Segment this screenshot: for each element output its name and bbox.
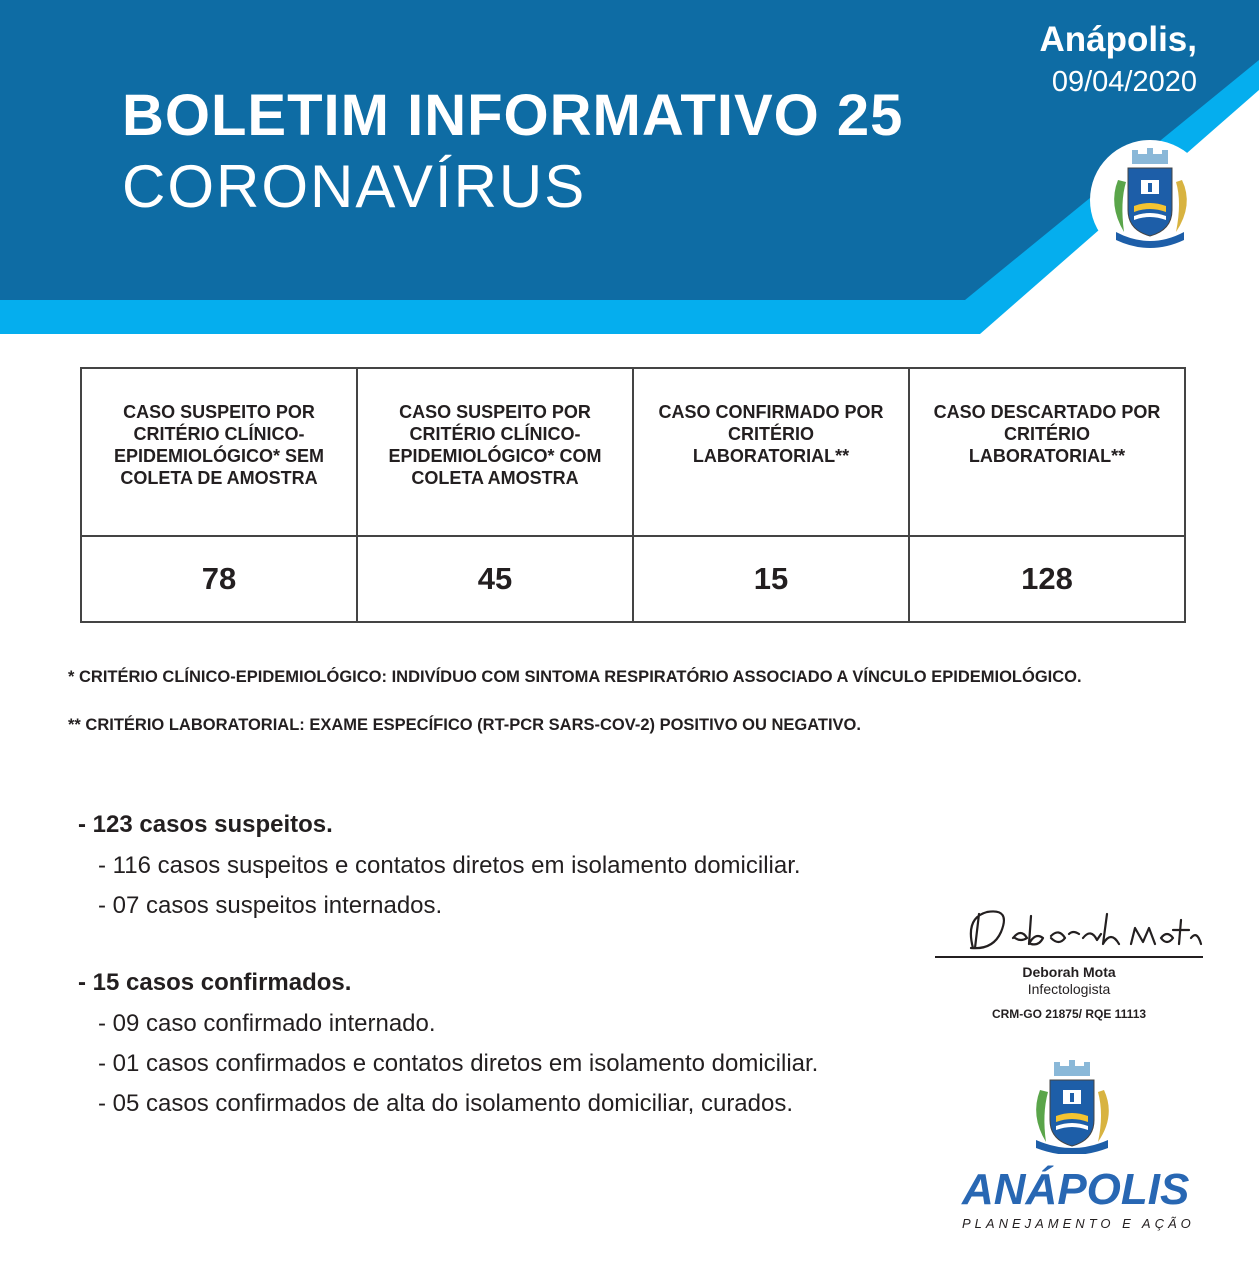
cases-table <box>80 367 1186 623</box>
doctor-role: Infectologista <box>1027 981 1111 997</box>
table-header-row <box>81 368 1185 536</box>
cases-summary <box>78 810 938 1126</box>
doctor-crm: CRM-GO 21875/ RQE 11113 <box>991 1007 1147 1021</box>
brand-name: ANÁPOLIS <box>962 1165 1190 1214</box>
list-item: - 07 casos suspeitos internados. <box>98 892 443 919</box>
header-discarded-lab: CASO DESCARTADO POR CRITÉRIO LABORATORIAL** <box>909 368 1185 536</box>
brand-slogan: PLANEJAMENTO E AÇÃO <box>962 1216 1195 1231</box>
confirmed-summary-heading: - 15 casos confirmados. <box>78 969 352 996</box>
value-discarded-lab: 128 <box>909 536 1185 622</box>
city-name: Anápolis, <box>1039 20 1197 59</box>
header-banner <box>0 0 1259 340</box>
value-suspected-with-sample: 45 <box>357 536 633 622</box>
list-item: - 05 casos confirmados de alta do isolamento domiciliar, curados. <box>98 1090 794 1117</box>
signature-block <box>935 898 1203 1021</box>
list-item: - 09 caso confirmado internado. <box>98 1010 436 1037</box>
list-item: - 116 casos suspeitos e contatos diretos em isolamento domiciliar. <box>98 852 801 879</box>
header-suspected-no-sample: CASO SUSPEITO POR CRITÉRIO CLÍNICO-EPIDEMIOLÓGICO* SEM COLETA DE AMOSTRA <box>81 368 357 536</box>
note-clinical-criteria: * CRITÉRIO CLÍNICO-EPIDEMIOLÓGICO: INDIVÍDUO COM SINTOMA RESPIRATÓRIO ASSOCIADO A VÍNCULO EPIDEMIOLÓGICO. <box>68 668 1082 686</box>
signature-line <box>935 956 1203 958</box>
table-values-row <box>81 536 1185 622</box>
value-confirmed-lab: 15 <box>633 536 909 622</box>
list-item: - 01 casos confirmados e contatos diretos em isolamento domiciliar. <box>98 1050 819 1077</box>
bulletin-subtitle: CORONAVÍRUS <box>122 153 587 220</box>
city-crest <box>1030 1060 1114 1154</box>
handwritten-signature <box>935 898 1203 956</box>
doctor-name: Deborah Mota <box>1022 964 1116 980</box>
suspected-summary-heading: - 123 casos suspeitos. <box>78 811 333 838</box>
header-suspected-with-sample: CASO SUSPEITO POR CRITÉRIO CLÍNICO-EPIDEMIOLÓGICO* COM COLETA AMOSTRA <box>357 368 633 536</box>
value-suspected-no-sample: 78 <box>81 536 357 622</box>
city-crest-icon <box>1030 1060 1114 1154</box>
signature-scribble-icon <box>935 898 1203 956</box>
seal-badge <box>1090 140 1210 260</box>
note-lab-criteria: ** CRITÉRIO LABORATORIAL: EXAME ESPECÍFICO (RT-PCR SARS-COV-2) POSITIVO OU NEGATIVO. <box>68 716 861 734</box>
bulletin-date: 09/04/2020 <box>1051 66 1197 98</box>
header-confirmed-lab: CASO CONFIRMADO POR CRITÉRIO LABORATORIAL** <box>633 368 909 536</box>
city-brand <box>962 1165 1195 1231</box>
city-crest-icon <box>1090 140 1210 260</box>
bulletin-title: BOLETIM INFORMATIVO 25 <box>122 83 904 148</box>
